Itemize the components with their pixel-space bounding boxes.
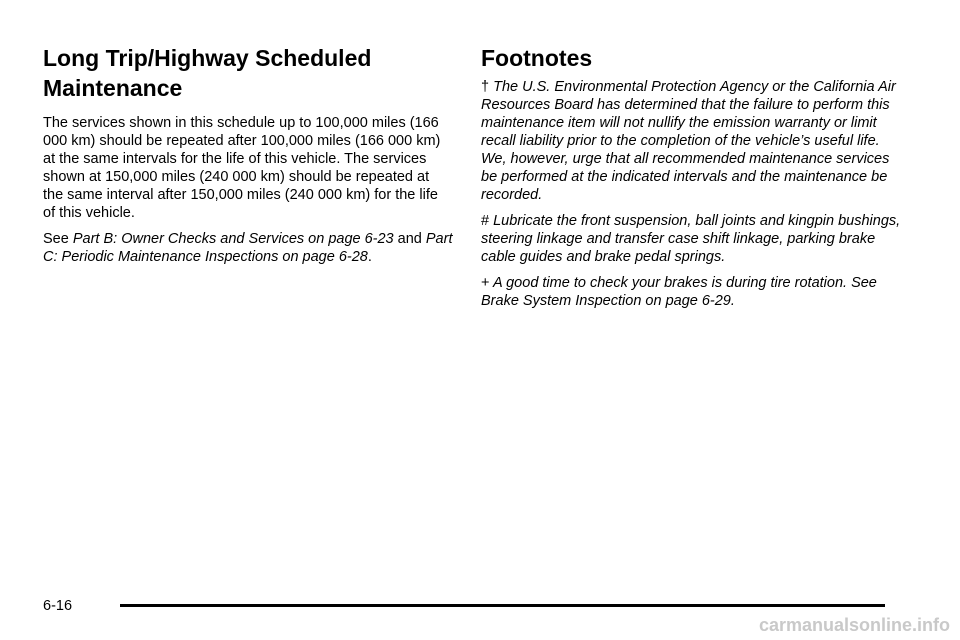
footnote-plus [481,274,901,310]
see-references-paragraph [43,230,453,266]
reference-link-part-c[interactable]: Part C: Periodic Maintenance Inspections on page 6-28 [43,231,453,265]
right-column [481,0,901,310]
dagger-symbol: † [481,79,490,95]
footnote-dagger-text: The U.S. Environmental Protection Agency or the California Air Resources Board has determined that the failure to perform this maintenance item will not nullify the emission warranty or limit recall liability prior to the completion of the vehicle’s useful life. We, however, urge that all recommended maintenance services be performed at the indicated intervals and the maintenance be recorded. [481,79,896,203]
see-text: See [43,231,73,247]
heading-line-2: Maintenance [43,75,183,101]
plus-symbol: + [481,275,490,291]
and-text: and [393,231,426,247]
reference-link-part-b[interactable]: Part B: Owner Checks and Services on page 6-23 [72,231,394,247]
page-number: 6-16 [43,598,73,614]
footnote-plus-text: A good time to check your brakes is during tire rotation. See Brake System Inspection on page 6-29. [481,275,877,309]
section-heading-long-trip [43,43,453,103]
schedule-description: The services shown in this schedule up to 100,000 miles (166 000 km) should be repeated after 100,000 miles (166 000 km) at the same intervals for the life of this vehicle. The services shown at 150,000 miles (240 000 km) should be repeated at the same interval after 150,000 miles (240 000 km) for the life of this vehicle. [43,115,441,221]
heading-line-1: Long Trip/Highway Scheduled [43,45,372,71]
period-text: . [367,249,372,265]
hash-symbol: # [481,213,490,229]
footer-rule [120,604,885,607]
section-heading-footnotes: Footnotes [481,45,593,71]
footnote-hash-text: Lubricate the front suspension, ball joints and kingpin bushings, steering linkage and transfer case shift linkage, parking brake cable guides and brake pedal springs. [481,213,901,265]
footnote-dagger [481,78,901,204]
watermark: carmanualsonline.info [758,615,950,635]
footnote-hash [481,212,901,266]
left-column [43,0,453,266]
